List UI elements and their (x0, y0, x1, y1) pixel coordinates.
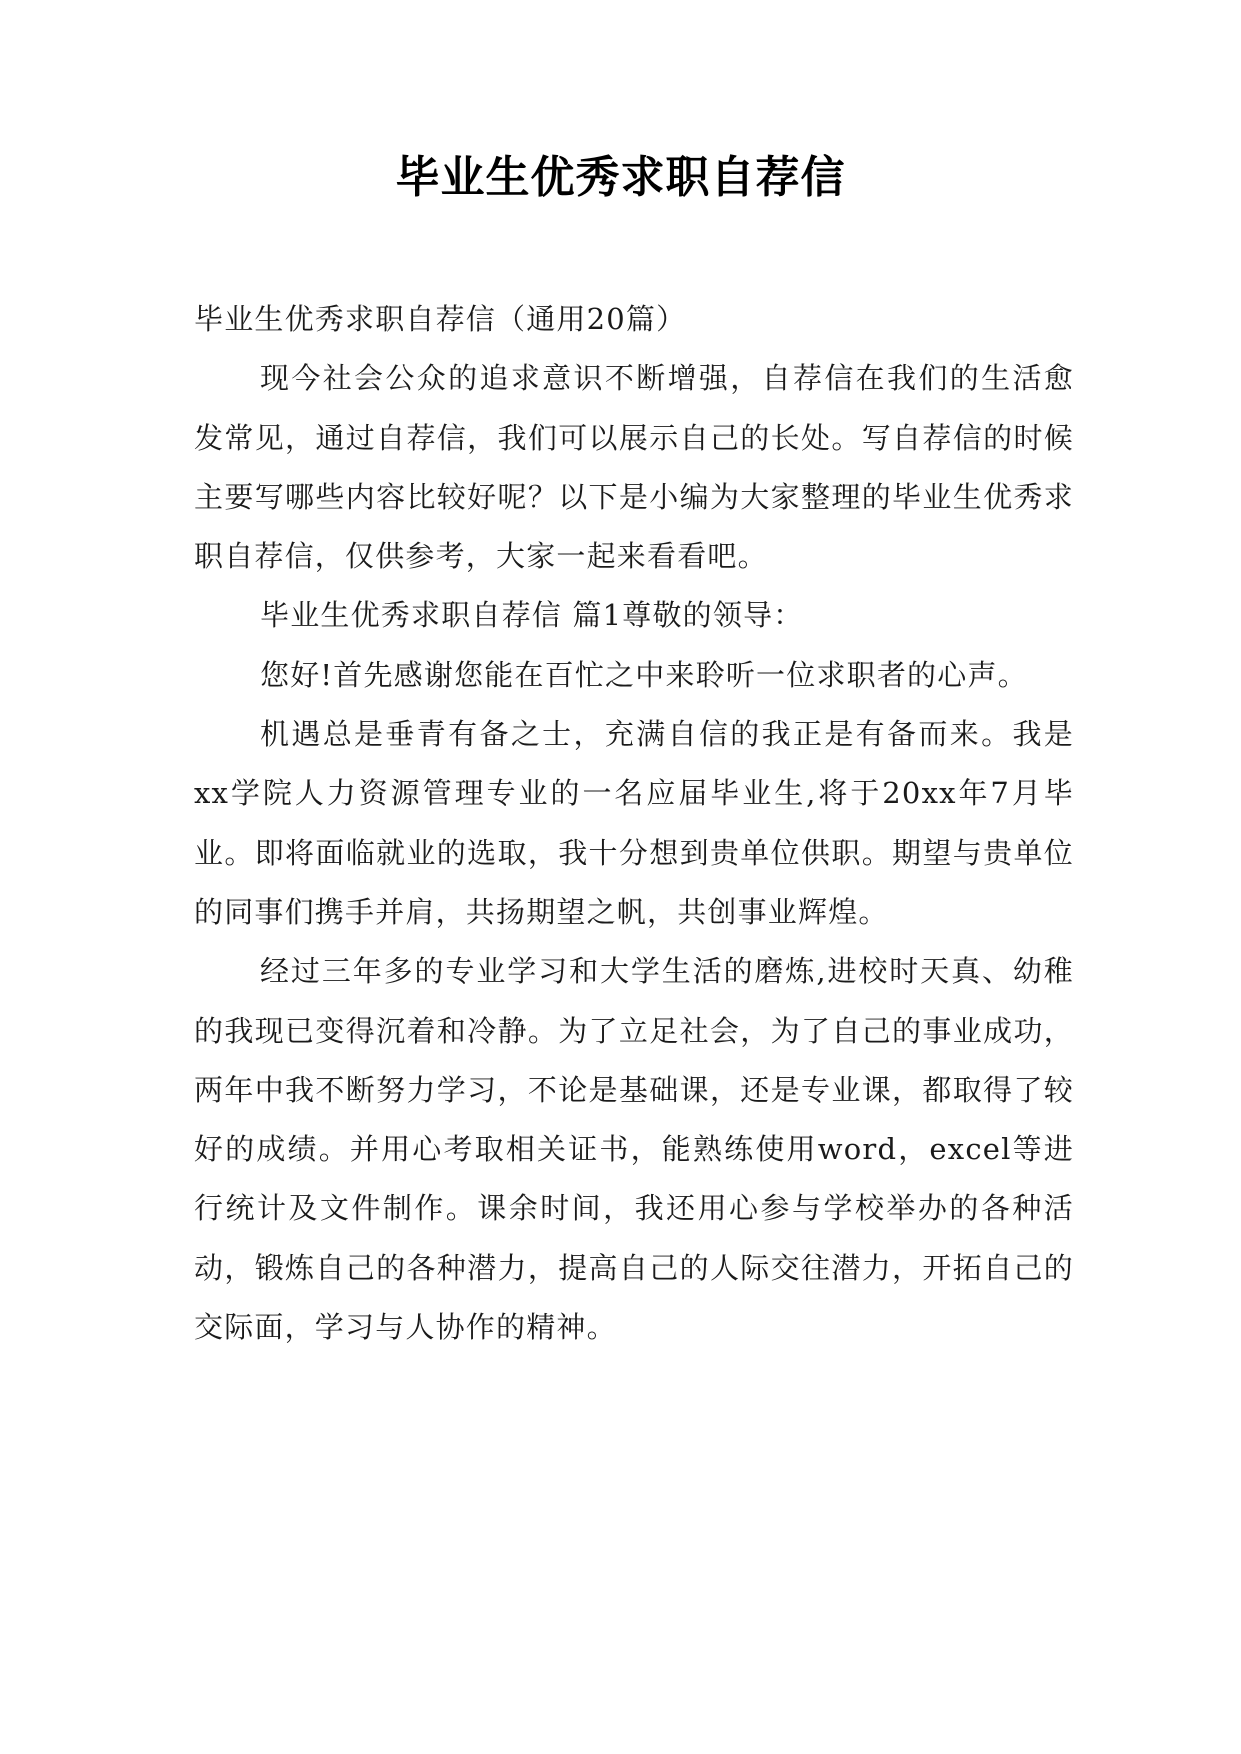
paragraph-study: 经过三年多的专业学习和大学生活的磨炼,进校时天真、幼稚的我现已变得沉着和冷静。为了立足社会，为了自己的事业成功，两年中我不断努力学习，不论是基础课，还是专业课，都取得了较好的成绩。并用心考取相关证书，能熟练使用word，excel等进行统计及文件制作。课余时间，我还用心参与学校举办的各种活动，锻炼自己的各种潜力，提高自己的人际交往潜力，开拓自己的交际面，学习与人协作的精神。 (194, 954, 1074, 1345)
document-subtitle: 毕业生优秀求职自荐信（通用20篇） (194, 302, 687, 336)
paragraph-greeting: 您好!首先感谢您能在百忙之中来聆听一位求职者的心声。 (260, 657, 1028, 692)
paragraph-introduction: 机遇总是垂青有备之士，充满自信的我正是有备而来。我是xx学院人力资源管理专业的一名应届毕业生,将于20xx年7月毕业。即将面临就业的选取，我十分想到贵单位供职。期望与贵单位的同事们携手并肩，共扬期望之帆，共创事业辉煌。 (194, 717, 1074, 929)
paragraph-salutation: 毕业生优秀求职自荐信 篇1尊敬的领导： (260, 598, 804, 633)
document-title: 毕业生优秀求职自荐信 (395, 152, 846, 203)
document-body (194, 290, 1074, 1357)
paragraph-intro: 现今社会公众的追求意识不断增强，自荐信在我们的生活愈发常见，通过自荐信，我们可以展示自己的长处。写自荐信的时候主要写哪些内容比较好呢？以下是小编为大家整理的毕业生优秀求职自荐信，仅供参考，大家一起来看看吧。 (194, 361, 1074, 574)
